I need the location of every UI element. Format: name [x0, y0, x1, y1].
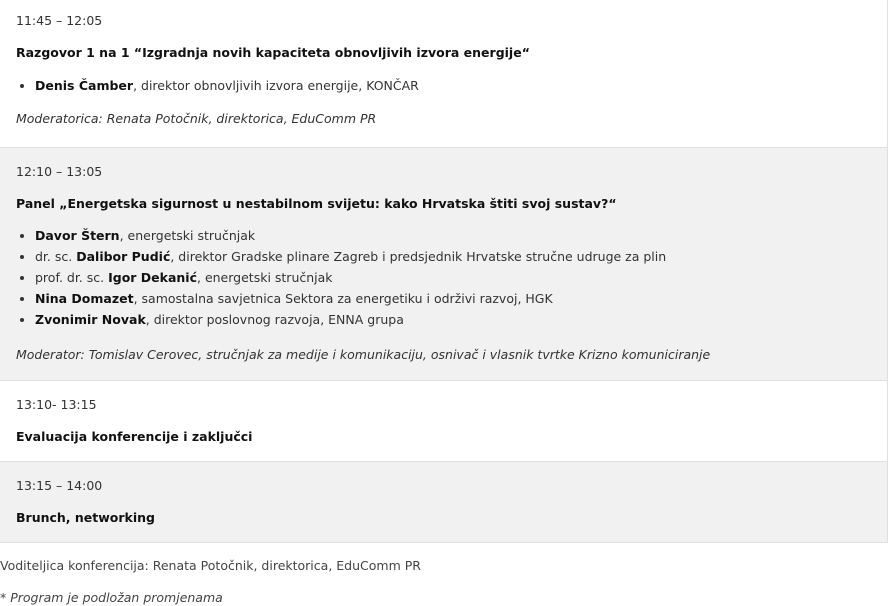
speaker-name: Dalibor Pudić — [76, 249, 171, 264]
speaker-name: Zvonimir Novak — [35, 312, 146, 327]
session-time: 13:15 – 14:00 — [16, 478, 103, 493]
speaker-name: Igor Dekanić — [108, 270, 197, 285]
speaker-role: , energetski stručnjak — [197, 270, 333, 285]
speaker-list — [16, 225, 871, 330]
session-moderator: Moderatorica: Renata Potočnik, direktorica, EduComm PR — [16, 111, 377, 126]
session-moderator: Moderator: Tomislav Cerovec, stručnjak za medije i komunikaciju, osnivač i vlasnik tvrtke Krizno komuniciranje — [16, 347, 711, 362]
speaker-name: Davor Štern — [35, 228, 120, 243]
speaker-item — [35, 225, 871, 246]
session-block — [0, 461, 887, 542]
speaker-name: Nina Domazet — [35, 291, 134, 306]
speaker-role: , energetski stručnjak — [119, 228, 256, 243]
speaker-role: , samostalna savjetnica Sektora za energetiku i održivi razvoj, HGK — [133, 291, 553, 306]
speaker-list — [16, 75, 871, 96]
speaker-role: , direktor obnovljivih izvora energije, KONČAR — [133, 78, 419, 93]
speaker-role: , direktor Gradske plinare Zagreb i predsjednik Hrvatske stručne udruge za plin — [170, 249, 667, 264]
session-time: 13:10- 13:15 — [16, 397, 97, 412]
speaker-item — [35, 246, 871, 267]
speaker-prefix: dr. sc. — [35, 249, 77, 264]
session-title: Razgovor 1 na 1 “Izgradnja novih kapaciteta obnovljivih izvora energije“ — [16, 45, 530, 60]
program-note: * Program je podložan promjenama — [0, 590, 223, 605]
speaker-item — [35, 267, 871, 288]
session-title: Brunch, networking — [16, 510, 155, 525]
session-title: Panel „Energetska sigurnost u nestabilnom svijetu: kako Hrvatska štiti svoj sustav?“ — [16, 196, 617, 211]
speaker-role: , direktor poslovnog razvoja, ENNA grupa — [145, 312, 404, 327]
session-time: 12:10 – 13:05 — [16, 164, 103, 179]
conference-host: Voditeljica konferencija: Renata Potočnik, direktorica, EduComm PR — [0, 558, 421, 573]
speaker-item — [35, 75, 871, 96]
speaker-name: Denis Čamber — [35, 78, 134, 93]
session-block — [0, 380, 887, 461]
speaker-item — [35, 309, 871, 330]
speaker-item — [35, 288, 871, 309]
session-title: Evaluacija konferencije i zaključci — [16, 429, 253, 444]
session-time: 11:45 – 12:05 — [16, 13, 103, 28]
speaker-prefix: prof. dr. sc. — [35, 270, 109, 285]
session-block — [0, 147, 887, 380]
session-block — [0, 0, 887, 147]
